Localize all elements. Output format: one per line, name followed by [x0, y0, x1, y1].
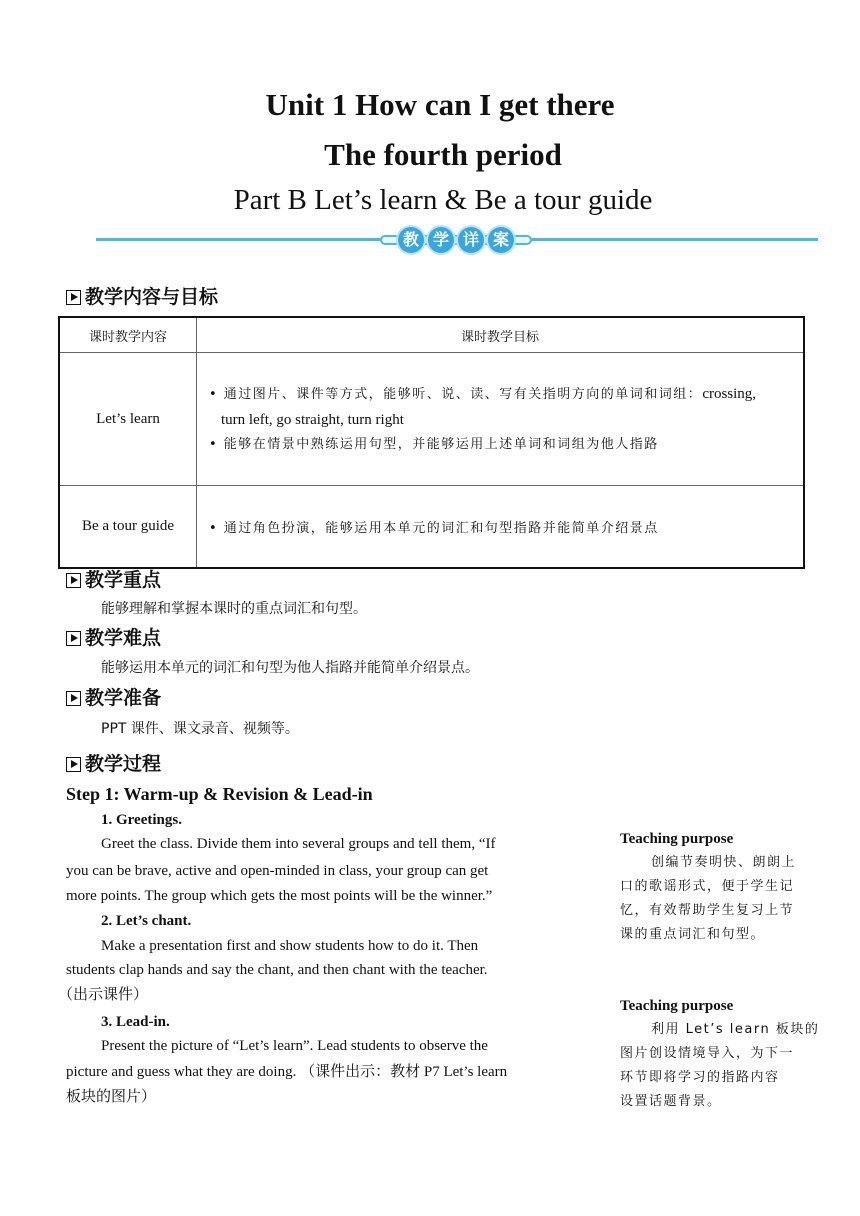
body-line: 板块的图片） — [66, 1089, 157, 1105]
note-line: 设置话题背景。 — [620, 1094, 722, 1109]
row-goals: • 通过角色扮演，能够运用本单元的词汇和句型指路并能简单介绍景点 — [197, 486, 805, 568]
body-line: picture and guess what they are doing. （课件出示：教材 P7 Let’s learn — [66, 1064, 508, 1080]
title-period: The fourth period — [324, 137, 562, 172]
body-line: you can be brave, active and open-minded in class, your group can get — [66, 863, 489, 879]
difficulties-text: 能够运用本单元的词汇和句型为他人指路并能简单介绍景点。 — [101, 660, 479, 676]
section-title: 教学难点 — [85, 627, 162, 649]
note-line: 图片创设情境导入，为下一 — [620, 1046, 795, 1061]
section-title: 教学重点 — [85, 569, 162, 591]
section-process — [66, 752, 161, 776]
banner-char: 案 — [488, 227, 514, 253]
section-preparation — [66, 686, 161, 710]
goal-text-en: crossing, — [702, 385, 757, 402]
note-line: 忆，有效帮助学生复习上节 — [620, 903, 795, 918]
note-title: Teaching purpose — [620, 831, 734, 847]
body-line: Present the picture of “Let’s learn”. Lead students to observe the — [101, 1038, 488, 1054]
goal-text: • 通过图片、课件等方式，能够听、说、读、写有关指明方向的单词和词组： — [209, 386, 703, 402]
item2-title: 2. Let’s chant. — [101, 913, 192, 929]
play-icon — [66, 631, 81, 646]
item1-title: 1. Greetings. — [101, 812, 182, 828]
body-line: （出示课件） — [58, 987, 149, 1003]
note-line: 环节即将学习的指路内容 — [620, 1070, 780, 1085]
table-header-row — [59, 317, 804, 353]
banner-char: 详 — [458, 227, 484, 253]
play-icon — [66, 691, 81, 706]
section-title: 教学过程 — [85, 753, 162, 775]
banner-char: 教 — [398, 227, 424, 253]
table-row — [59, 353, 804, 486]
play-icon — [66, 290, 81, 305]
goal-line: turn left, go straight, turn right — [221, 411, 404, 428]
section-title: 教学内容与目标 — [85, 286, 219, 308]
teaching-purpose-note — [620, 994, 820, 1114]
item3-title: 3. Lead-in. — [101, 1014, 170, 1030]
play-icon — [66, 573, 81, 588]
title-part: Part B Let’s learn & Be a tour guide — [233, 184, 653, 216]
banner-char: 学 — [428, 227, 454, 253]
section-difficulties — [66, 626, 161, 650]
row-content: Let’s learn — [59, 353, 197, 486]
banner-badge-group — [380, 226, 532, 254]
section-key-points — [66, 568, 161, 592]
row-goals — [197, 353, 805, 486]
table-header-goals: 课时教学目标 — [197, 317, 805, 353]
note-line: 创编节奏明快、朗朗上 — [651, 855, 797, 870]
play-icon — [66, 757, 81, 772]
title-unit: Unit 1 How can I get there — [265, 87, 615, 122]
goal-line — [209, 381, 797, 408]
table-header-content: 课时教学内容 — [59, 317, 197, 353]
body-line: more points. The group which gets the most points will be the winner.” — [66, 888, 493, 904]
banner-divider-left — [96, 238, 382, 241]
key-points-text: 能够理解和掌握本课时的重点词汇和句型。 — [101, 601, 367, 617]
body-line: students clap hands and say the chant, and then chant with the teacher. — [66, 962, 488, 978]
step1-title: Step 1: Warm-up & Revision & Lead-in — [66, 784, 373, 804]
body-line: Greet the class. Divide them into several groups and tell them, “If — [101, 836, 496, 852]
preparation-text: PPT 课件、课文录音、视频等。 — [101, 721, 299, 737]
banner-divider-right — [530, 238, 818, 241]
table-row — [59, 486, 804, 568]
teaching-purpose-note — [620, 827, 820, 947]
row-content: Be a tour guide — [59, 486, 197, 568]
note-line: 课的重点词汇和句型。 — [620, 927, 766, 942]
goals-table — [58, 316, 805, 569]
section-content-goals — [66, 285, 218, 309]
body-line: Make a presentation first and show students how to do it. Then — [101, 938, 479, 954]
note-title: Teaching purpose — [620, 998, 734, 1014]
note-line: 利用 Let’s learn 板块的 — [651, 1022, 820, 1037]
goal-line: • 能够在情景中熟练运用句型，并能够运用上述单词和词组为他人指路 — [209, 436, 659, 452]
note-line: 口的歌谣形式，便于学生记 — [620, 879, 795, 894]
section-title: 教学准备 — [85, 687, 162, 709]
